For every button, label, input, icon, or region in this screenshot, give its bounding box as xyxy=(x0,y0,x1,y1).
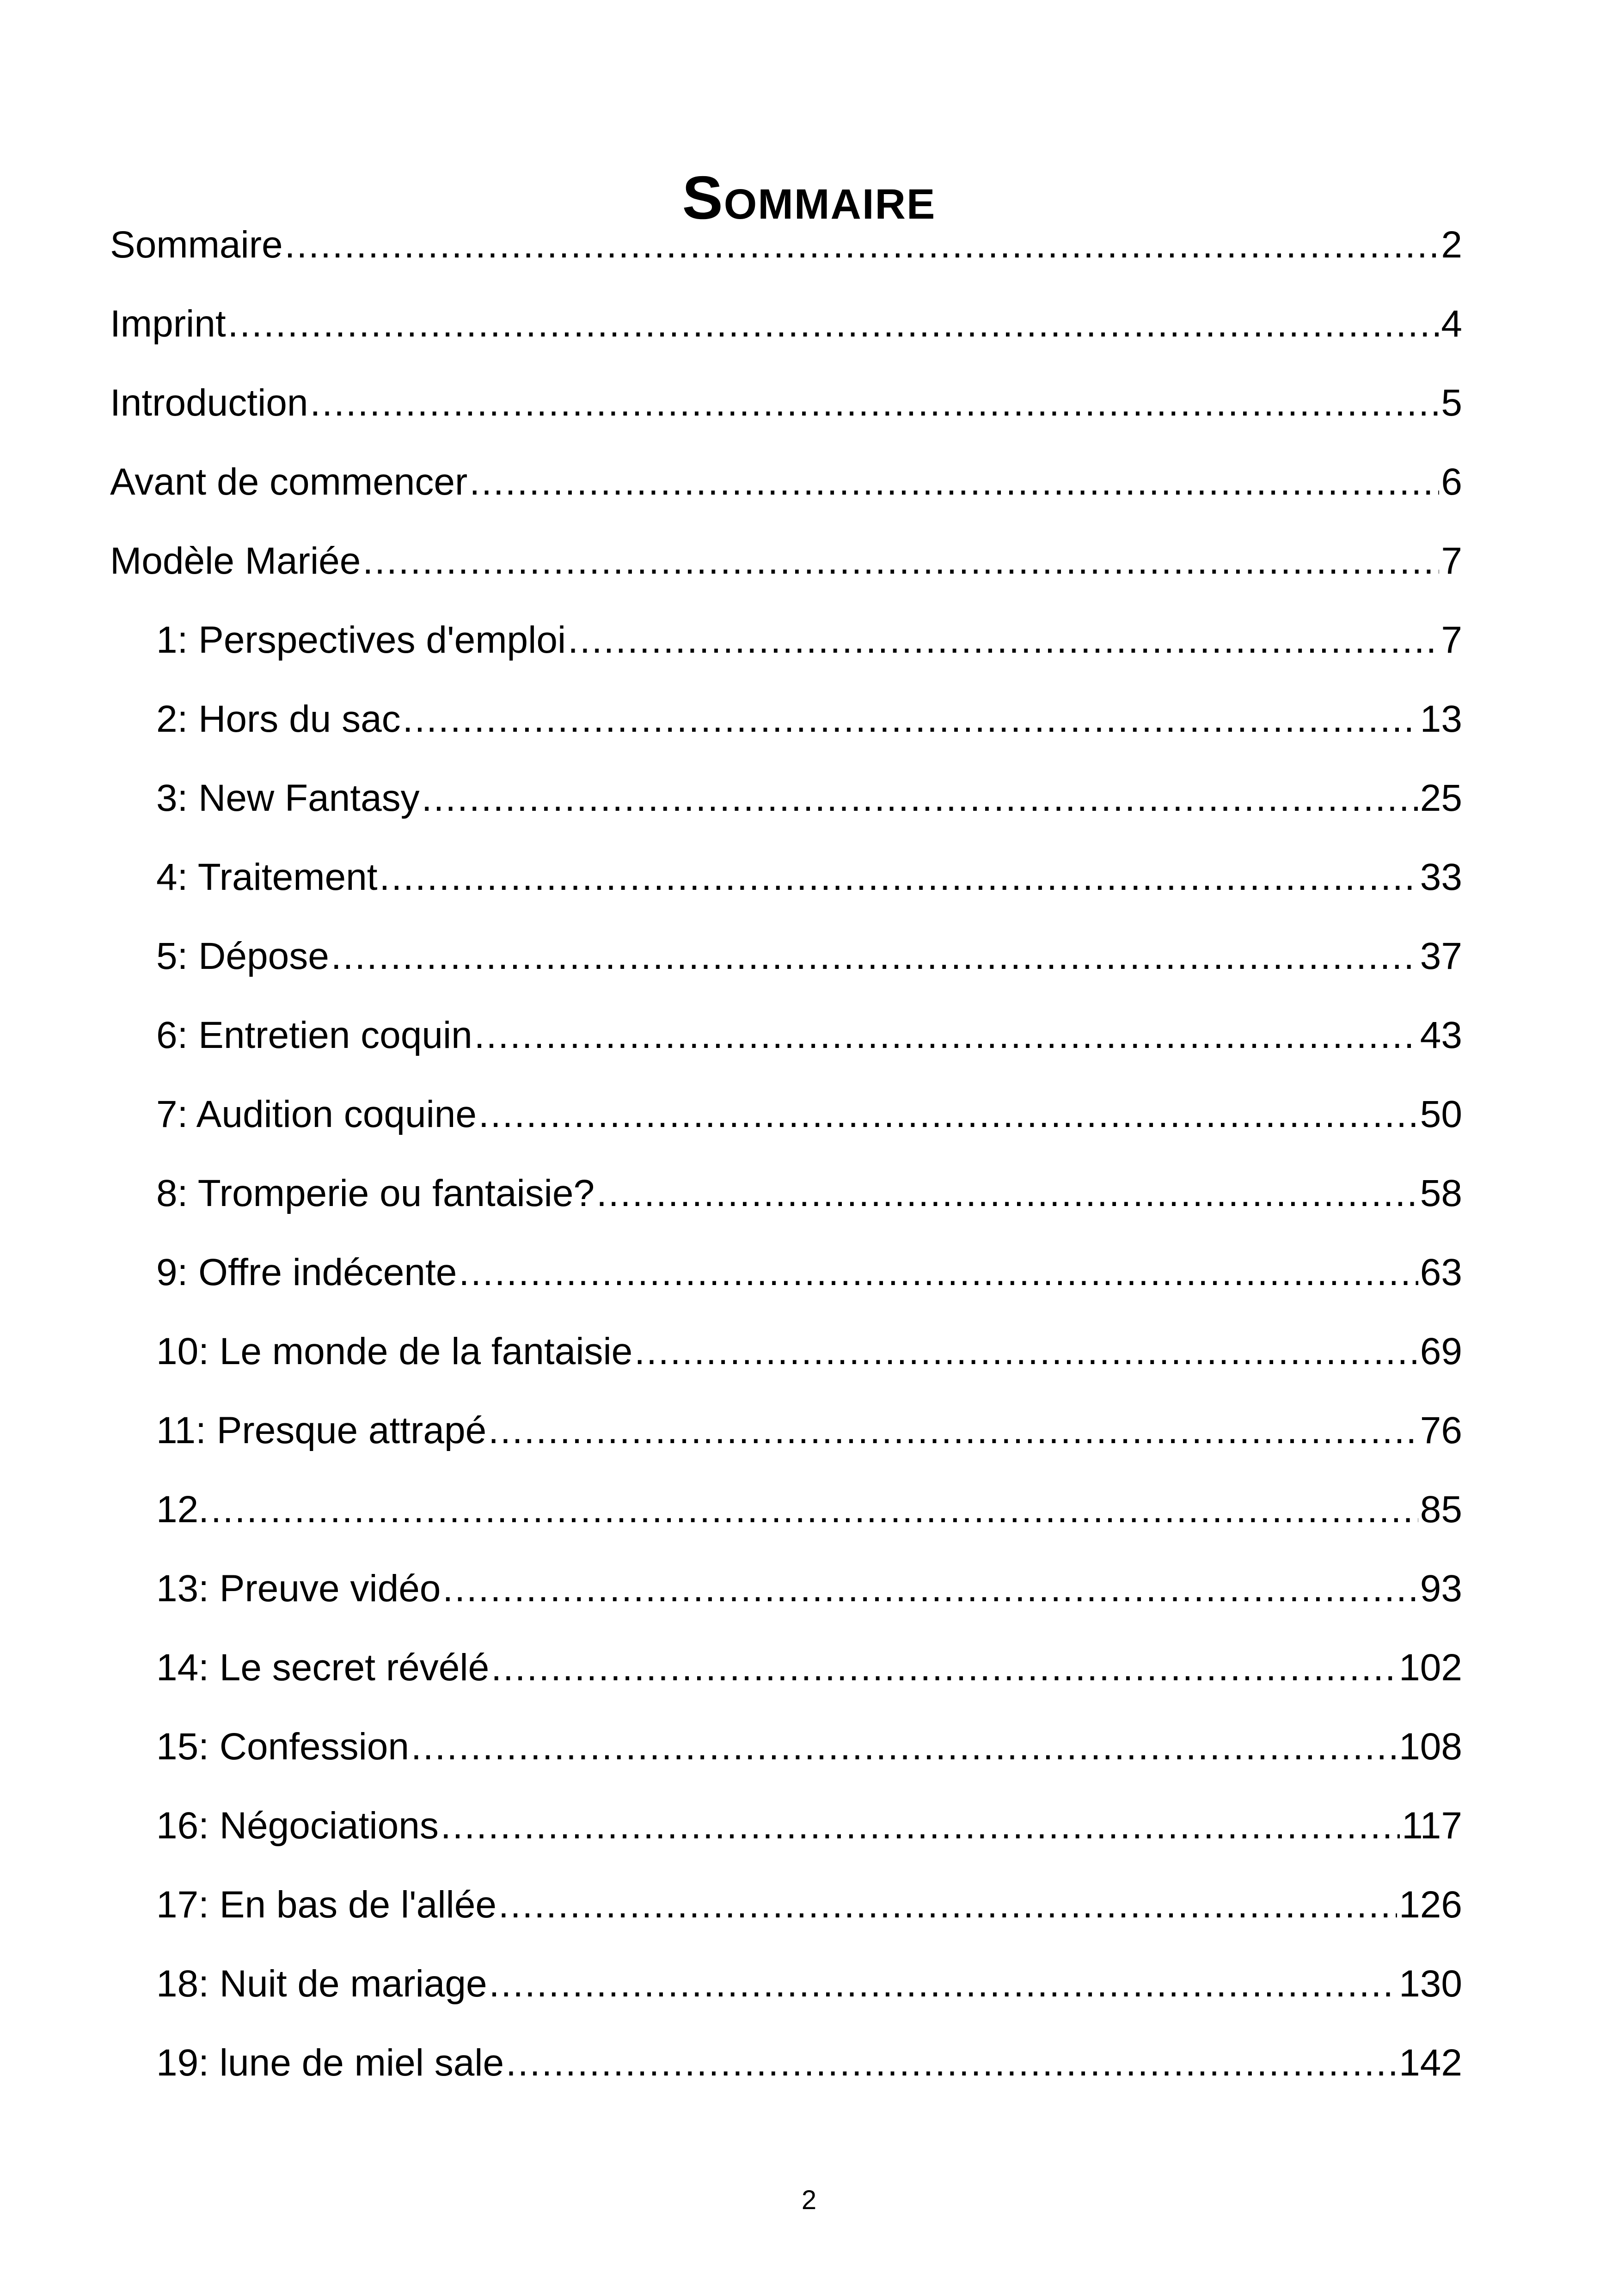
toc-leader-dots xyxy=(228,292,1440,356)
toc-chapter-entry[interactable] xyxy=(110,2031,1462,2110)
toc-entry-page: 93 xyxy=(1418,1556,1462,1621)
toc-entry-page: 126 xyxy=(1397,1873,1462,1937)
toc-chapter-entry[interactable] xyxy=(110,1082,1462,1161)
toc-entry-title: 11: Presque attrapé xyxy=(156,1398,488,1463)
toc-entry-page: 102 xyxy=(1397,1635,1462,1700)
toc-leader-dots xyxy=(285,213,1440,277)
toc-entry-page: 50 xyxy=(1418,1082,1462,1147)
toc-entry-page: 33 xyxy=(1418,845,1462,910)
toc-entry-title: 10: Le monde de la fantaisie xyxy=(156,1319,634,1384)
toc-entry-title: Imprint xyxy=(110,292,228,356)
toc-chapter-entry[interactable] xyxy=(110,1556,1462,1635)
toc-leader-dots xyxy=(459,1240,1418,1305)
toc-entry-title: 8: Tromperie ou fantaisie? xyxy=(156,1161,596,1226)
toc-chapter-entry[interactable] xyxy=(110,1398,1462,1477)
toc-entry-title: 15: Confession xyxy=(156,1714,411,1779)
toc-chapter-entry[interactable] xyxy=(110,1319,1462,1398)
toc-leader-dots xyxy=(411,1714,1397,1779)
toc-leader-dots xyxy=(442,1556,1418,1621)
toc-entry-page: 6 xyxy=(1439,450,1462,514)
toc-chapter-entry[interactable] xyxy=(110,845,1462,924)
toc-entry-page: 117 xyxy=(1400,1794,1462,1858)
toc-entry-page: 58 xyxy=(1418,1161,1462,1226)
toc-entry-title: 13: Preuve vidéo xyxy=(156,1556,442,1621)
toc-entry-title: 5: Dépose xyxy=(156,924,331,989)
toc-entry-title: 12. xyxy=(156,1477,211,1542)
toc-entry-page: 7 xyxy=(1439,608,1462,673)
toc-entry[interactable] xyxy=(110,371,1462,450)
toc-chapter-entry[interactable] xyxy=(110,608,1462,687)
toc-leader-dots xyxy=(469,450,1439,514)
toc-leader-dots xyxy=(474,1003,1418,1068)
toc-entry-title: 1: Perspectives d'emploi xyxy=(156,608,568,673)
toc-chapter-entry[interactable] xyxy=(110,924,1462,1003)
toc-leader-dots xyxy=(331,924,1418,989)
toc-entry-page: 63 xyxy=(1418,1240,1462,1305)
toc-entry-title: Sommaire xyxy=(110,213,285,277)
toc-entry-title: 19: lune de miel sale xyxy=(156,2031,506,2095)
toc-leader-dots xyxy=(506,2031,1397,2095)
toc-entry-page: 37 xyxy=(1418,924,1462,989)
toc-entry-page: 13 xyxy=(1418,687,1462,752)
toc-entry-page: 142 xyxy=(1397,2031,1462,2095)
toc-entry-page: 108 xyxy=(1397,1714,1462,1779)
toc-leader-dots xyxy=(310,371,1440,435)
toc-chapter-entry[interactable] xyxy=(110,1003,1462,1082)
toc-entry-page: 25 xyxy=(1418,766,1462,831)
toc-entry-page: 43 xyxy=(1418,1003,1462,1068)
toc-leader-dots xyxy=(498,1873,1397,1937)
toc-chapter-entry[interactable] xyxy=(110,766,1462,845)
toc-leader-dots xyxy=(380,845,1418,910)
toc-leader-dots xyxy=(596,1161,1418,1226)
toc-leader-dots xyxy=(489,1952,1397,2016)
page-number: 2 xyxy=(801,2185,817,2215)
toc-entry[interactable] xyxy=(110,292,1462,371)
toc-entry[interactable] xyxy=(110,213,1462,292)
toc-chapter-entry[interactable] xyxy=(110,1240,1462,1319)
toc-leader-dots xyxy=(422,766,1418,831)
toc-leader-dots xyxy=(478,1082,1418,1147)
toc-entry-title: 18: Nuit de mariage xyxy=(156,1952,489,2016)
toc-entry-title: 9: Offre indécente xyxy=(156,1240,459,1305)
toc-entry-page: 7 xyxy=(1439,529,1462,594)
toc-chapter-entry[interactable] xyxy=(110,687,1462,766)
toc-entry-title: 7: Audition coquine xyxy=(156,1082,478,1147)
toc-entry-title: 14: Le secret révélé xyxy=(156,1635,491,1700)
toc-entry-page: 2 xyxy=(1439,213,1462,277)
toc-entry-title: Introduction xyxy=(110,371,310,435)
toc-leader-dots xyxy=(441,1794,1400,1858)
table-of-contents xyxy=(110,213,1462,2110)
toc-leader-dots xyxy=(491,1635,1397,1700)
toc-entry-title: 3: New Fantasy xyxy=(156,766,422,831)
toc-entry-title: 4: Traitement xyxy=(156,845,380,910)
toc-entry-title: 6: Entretien coquin xyxy=(156,1003,474,1068)
toc-chapter-entry[interactable] xyxy=(110,1794,1462,1873)
toc-entry-page: 76 xyxy=(1418,1398,1462,1463)
toc-chapter-entry[interactable] xyxy=(110,1161,1462,1240)
toc-entry-page: 85 xyxy=(1418,1477,1462,1542)
toc-entry-title: 16: Négociations xyxy=(156,1794,441,1858)
toc-leader-dots xyxy=(362,529,1439,594)
toc-entry-title: Avant de commencer xyxy=(110,450,469,514)
toc-entry-title: 17: En bas de l'allée xyxy=(156,1873,498,1937)
toc-leader-dots xyxy=(634,1319,1418,1384)
toc-entry-page: 69 xyxy=(1418,1319,1462,1384)
toc-chapter-entry[interactable] xyxy=(110,1635,1462,1714)
toc-leader-dots xyxy=(568,608,1439,673)
toc-leader-dots xyxy=(403,687,1418,752)
toc-entry-page: 130 xyxy=(1397,1952,1462,2016)
page-title: Sommaire xyxy=(682,164,936,232)
toc-chapter-entry[interactable] xyxy=(110,1952,1462,2031)
toc-chapter-entry[interactable] xyxy=(110,1873,1462,1952)
toc-entry-page: 4 xyxy=(1439,292,1462,356)
toc-entry-page: 5 xyxy=(1439,371,1462,435)
toc-leader-dots xyxy=(488,1398,1418,1463)
toc-entry[interactable] xyxy=(110,529,1462,608)
toc-leader-dots xyxy=(211,1477,1418,1542)
toc-entry-title: Modèle Mariée xyxy=(110,529,362,594)
toc-chapter-entry[interactable] xyxy=(110,1477,1462,1556)
toc-entry[interactable] xyxy=(110,450,1462,529)
toc-chapter-entry[interactable] xyxy=(110,1714,1462,1794)
toc-entry-title: 2: Hors du sac xyxy=(156,687,403,752)
